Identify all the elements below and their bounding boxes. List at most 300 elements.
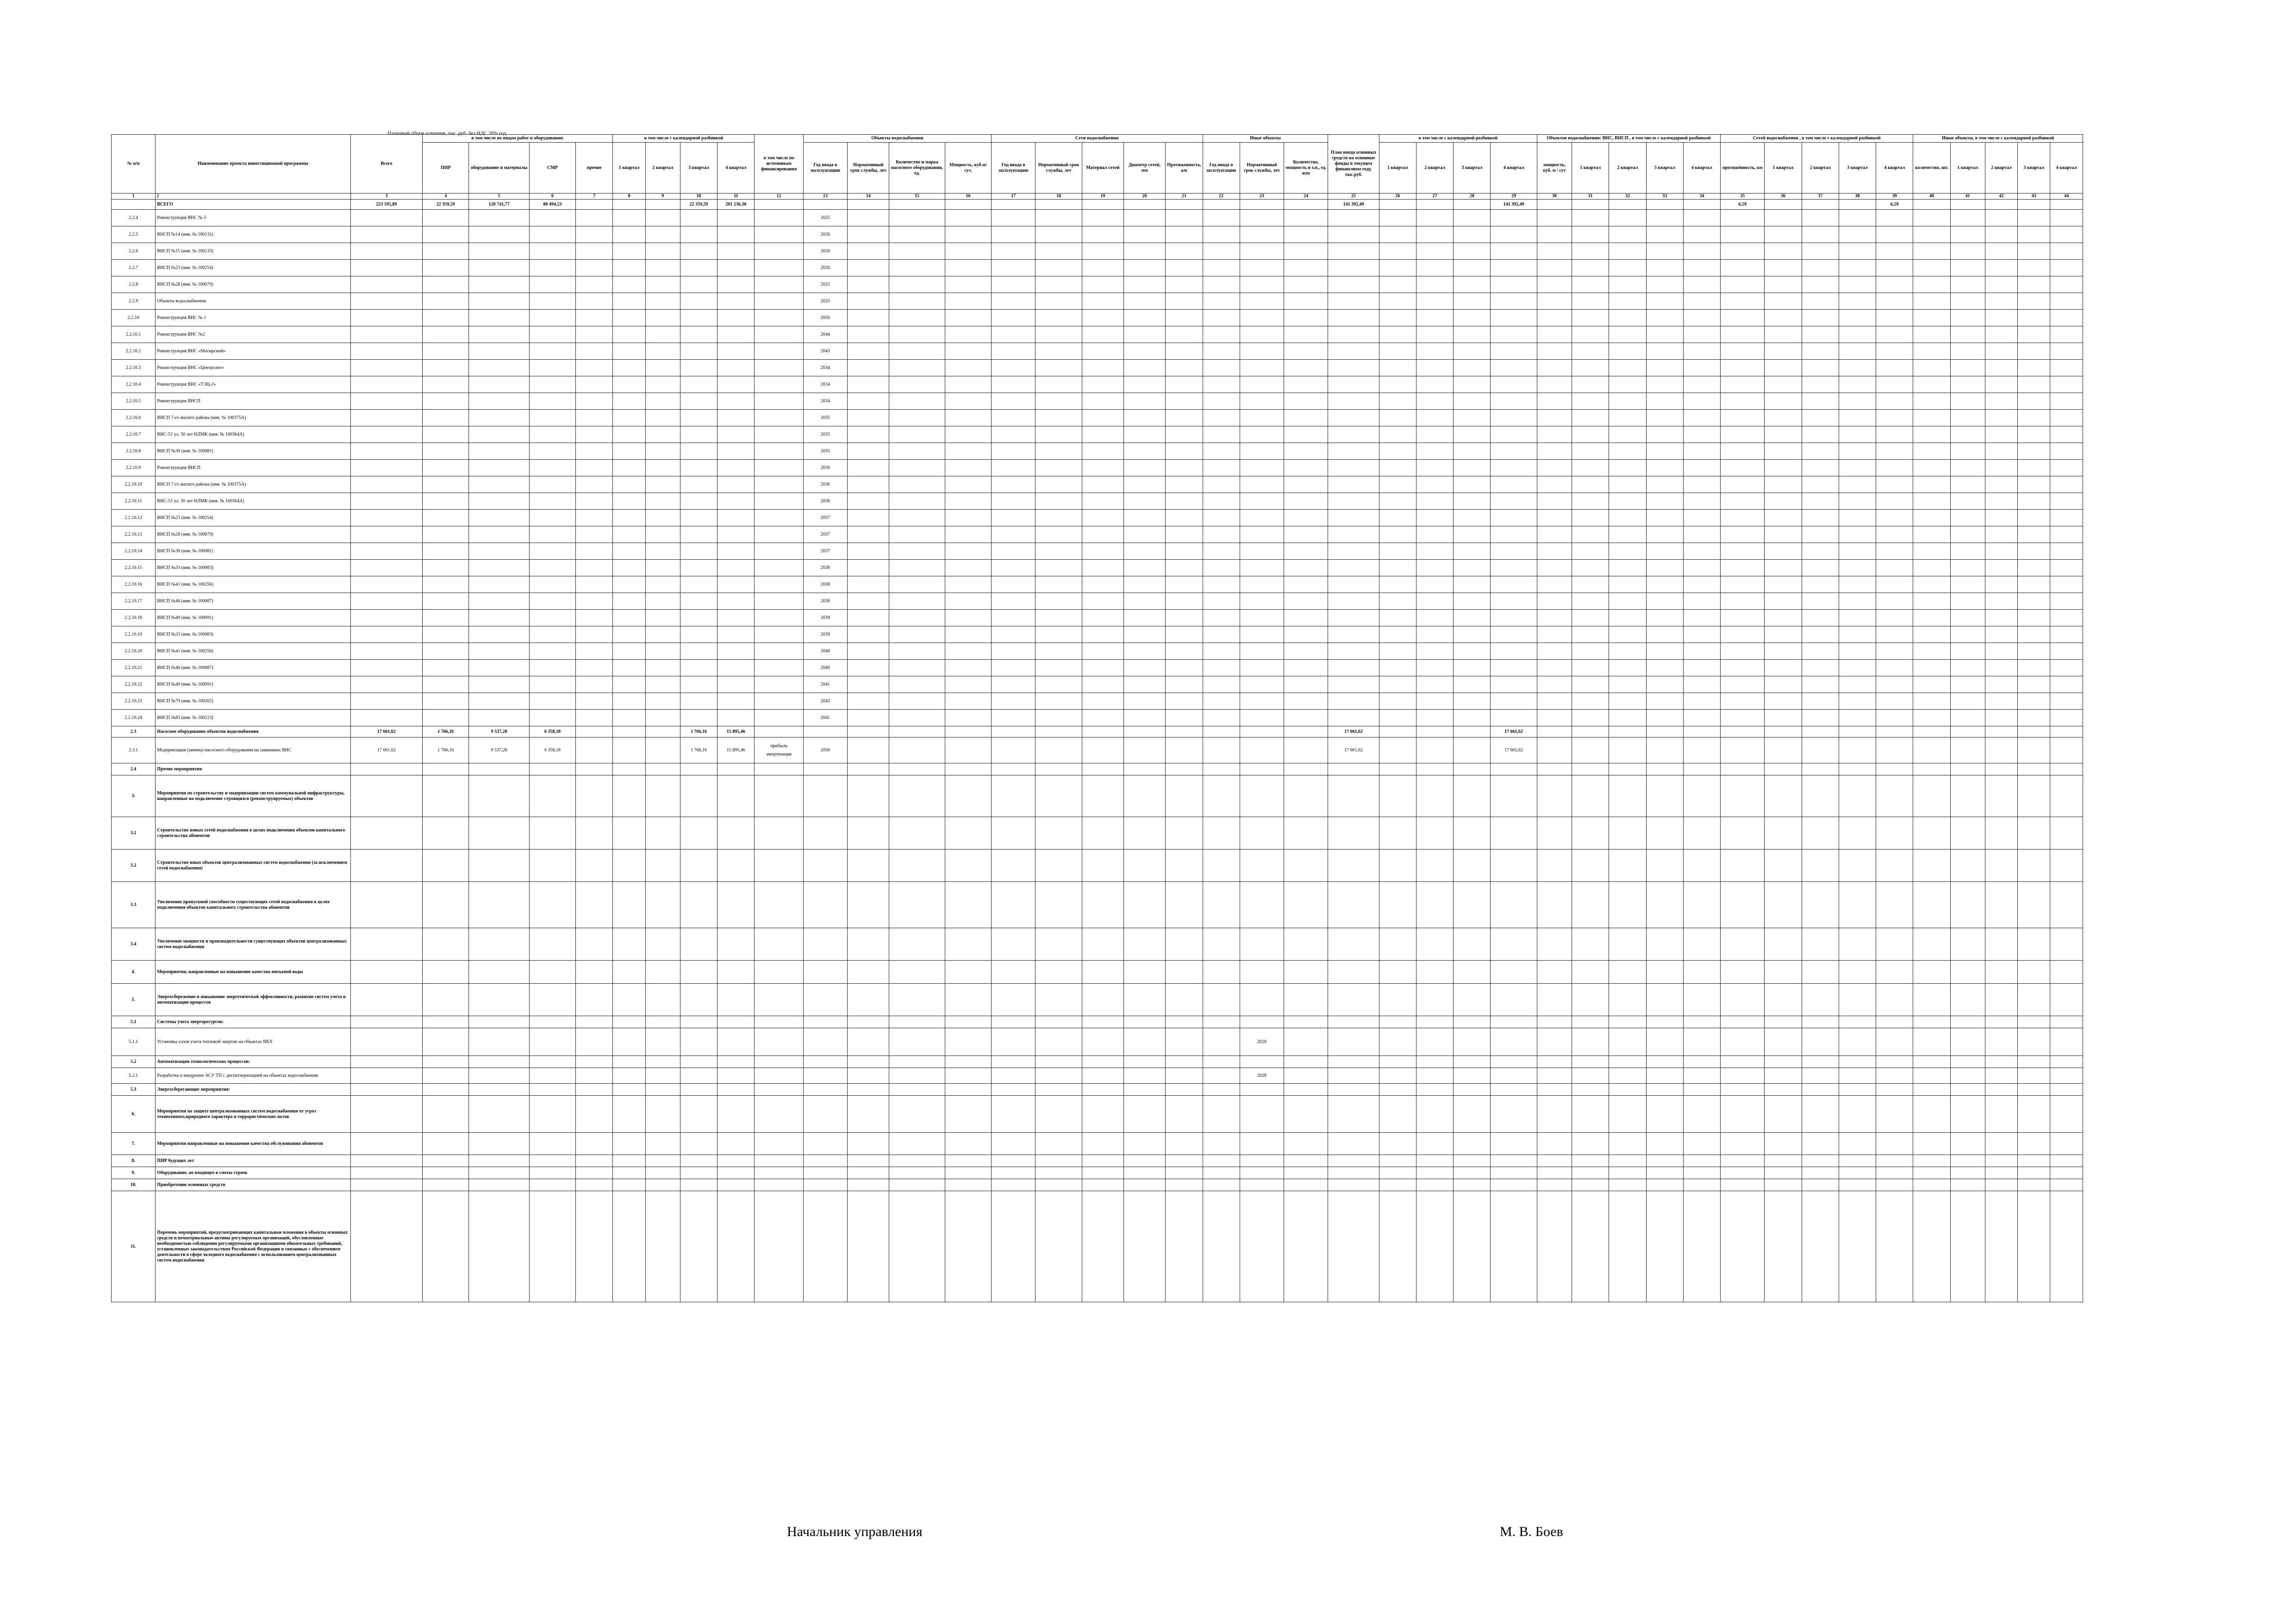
cell [1082, 510, 1123, 526]
cell [1572, 984, 1609, 1016]
table-row [112, 243, 2083, 260]
cell [1123, 882, 1165, 928]
cell [2018, 1191, 2050, 1302]
cell: 5. [112, 984, 156, 1016]
cell [1166, 210, 1203, 226]
cell [755, 526, 803, 543]
cell [1123, 200, 1165, 210]
cell [1123, 763, 1165, 775]
cell [2018, 526, 2050, 543]
cell [529, 1179, 575, 1191]
cell [1765, 626, 1802, 643]
cell [755, 1191, 803, 1302]
cell [613, 1191, 645, 1302]
cell [1166, 460, 1203, 476]
cell [576, 343, 613, 360]
cell [576, 393, 613, 410]
cell [1036, 676, 1082, 693]
cell [423, 1084, 469, 1096]
cell [1876, 1028, 1913, 1056]
cell [1609, 1056, 1646, 1068]
cell [1913, 1167, 1950, 1179]
cell [2018, 476, 2050, 493]
cell [1721, 343, 1765, 360]
cell [680, 1096, 717, 1133]
cell [576, 610, 613, 626]
cell [1721, 226, 1765, 243]
cell [469, 293, 529, 310]
cell: 3 [350, 194, 422, 200]
cell [576, 643, 613, 660]
cell [1166, 226, 1203, 243]
cell [1721, 1191, 1765, 1302]
cell [423, 293, 469, 310]
cell [1240, 984, 1284, 1016]
cell [1537, 693, 1572, 710]
col-wns-group: Объектов водоснабжения: ВНС, ВНСП , в том числе с календарной разбивкой [1537, 135, 1720, 143]
cell [848, 984, 889, 1016]
cell [1683, 560, 1720, 576]
cell [1950, 393, 1985, 410]
cell [1765, 260, 1802, 276]
cell [576, 510, 613, 526]
cell [1609, 200, 1646, 210]
cell [1839, 1155, 1876, 1167]
cell: Разработка и внедрение АСУ ТП с диспетчеризацией на объектах водоснабжения [156, 1068, 350, 1084]
cell [645, 360, 680, 376]
cell [1537, 1028, 1572, 1056]
cell [1721, 526, 1765, 543]
cell [848, 376, 889, 393]
cell [1203, 1179, 1240, 1191]
cell [1950, 737, 1985, 763]
cell [1328, 560, 1379, 576]
cell [2018, 737, 2050, 763]
cell [1491, 643, 1537, 660]
cell [1491, 1133, 1537, 1155]
cell [945, 293, 991, 310]
cell [1683, 200, 1720, 210]
cell [1416, 1096, 1453, 1133]
col-plan-funds: План ввода основных средств на основные фонды в текущем финансовом году, тыс.руб. [1328, 135, 1379, 194]
cell [423, 817, 469, 849]
cell [1721, 775, 1765, 817]
cell [1379, 260, 1416, 276]
cell: 41 [1950, 194, 1985, 200]
cell: Модернизация (замена) насосного оборудования на скважинах ВНС [156, 737, 350, 763]
cell: ВНСП №30 (инв. № 100081) [156, 543, 350, 560]
cell [1683, 576, 1720, 593]
cell [1646, 460, 1683, 476]
cell [469, 1084, 529, 1096]
cell [1913, 226, 1950, 243]
cell [423, 610, 469, 626]
cell [1721, 763, 1765, 775]
cell [1950, 1068, 1985, 1084]
cell [1284, 1191, 1328, 1302]
cell [1123, 660, 1165, 676]
cell [1123, 849, 1165, 882]
cell [350, 1028, 422, 1056]
cell [1950, 882, 1985, 928]
cell [1454, 1084, 1491, 1096]
cell [1036, 393, 1082, 410]
cell [1123, 737, 1165, 763]
cell [529, 984, 575, 1016]
cell [1537, 1068, 1572, 1084]
cell [1082, 1084, 1123, 1096]
cell [2018, 443, 2050, 460]
cell [1036, 410, 1082, 426]
cell [1082, 226, 1123, 243]
cell [1985, 510, 2017, 526]
cell [1240, 710, 1284, 726]
cell [848, 1056, 889, 1068]
cell [613, 1155, 645, 1167]
cell [350, 210, 422, 226]
cell: 7. [112, 1133, 156, 1155]
cell: 2041 [803, 710, 847, 726]
cell [1876, 882, 1913, 928]
cell [1166, 410, 1203, 426]
cell [1572, 1056, 1609, 1068]
cell [1802, 984, 1839, 1016]
cell [1166, 293, 1203, 310]
col-oth-qty: количество, шт. [1913, 143, 1950, 194]
cell [1839, 676, 1876, 693]
table-row [112, 775, 2083, 817]
cell [613, 1016, 645, 1028]
cell [1082, 710, 1123, 726]
cell [848, 526, 889, 543]
cell: 80 494,53 [529, 200, 575, 210]
cell [1036, 726, 1082, 737]
cell [1683, 293, 1720, 310]
cell [1609, 710, 1646, 726]
cell [1454, 626, 1491, 643]
table-row [112, 360, 2083, 376]
cell [1416, 849, 1453, 882]
cell [1491, 1016, 1537, 1028]
cell [469, 510, 529, 526]
cell [1123, 526, 1165, 543]
cell [1950, 1084, 1985, 1096]
cell [350, 493, 422, 510]
signature-position: Начальник управления [787, 1524, 923, 1539]
cell [1913, 210, 1950, 226]
cell [1609, 576, 1646, 593]
cell [613, 476, 645, 493]
cell [718, 610, 755, 626]
cell: 2037 [803, 510, 847, 526]
col-net-group: Сети водоснабжения [992, 135, 1203, 143]
cell [350, 660, 422, 676]
cell [576, 593, 613, 610]
cell [1646, 1096, 1683, 1133]
cell [469, 360, 529, 376]
cell [680, 1016, 717, 1028]
total-row [112, 200, 2083, 210]
cell [1166, 1167, 1203, 1179]
cell [1802, 210, 1839, 226]
cell: Реконструкция ВНСП [156, 393, 350, 410]
cell [1683, 1167, 1720, 1179]
cell [1950, 961, 1985, 984]
cell [1985, 737, 2017, 763]
cell [1985, 276, 2017, 293]
cell [1454, 226, 1491, 243]
cell [645, 1179, 680, 1191]
cell [1950, 763, 1985, 775]
cell [1839, 610, 1876, 626]
cell [529, 693, 575, 710]
cell [680, 260, 717, 276]
cell: 2.2.10.2 [112, 343, 156, 360]
cell [1985, 726, 2017, 737]
cell [1036, 243, 1082, 260]
cell [576, 376, 613, 393]
cell [1379, 326, 1416, 343]
cell [1839, 1167, 1876, 1179]
cell [1491, 882, 1537, 928]
cell [2050, 1056, 2083, 1068]
cell [1123, 610, 1165, 626]
cell [1123, 928, 1165, 961]
cell [1284, 576, 1328, 593]
cell [1379, 210, 1416, 226]
cell [1491, 775, 1537, 817]
cell [1166, 426, 1203, 443]
cell [1572, 693, 1609, 710]
cell: 22 [1203, 194, 1240, 200]
cell [945, 1155, 991, 1167]
cell [1876, 726, 1913, 737]
cell [645, 726, 680, 737]
cell [1537, 984, 1572, 1016]
cell [1646, 200, 1683, 210]
cell [1683, 493, 1720, 510]
cell [1537, 260, 1572, 276]
cell [1721, 476, 1765, 493]
col-pir: ПИР [423, 143, 469, 194]
cell [992, 726, 1036, 737]
cell [718, 882, 755, 928]
cell: Реконструкция ВНС № 1 [156, 310, 350, 326]
cell: 5 [469, 194, 529, 200]
cell [1609, 326, 1646, 343]
cell [1609, 961, 1646, 984]
cell: 2.2.10.8 [112, 443, 156, 460]
cell [576, 1167, 613, 1179]
cell [889, 276, 945, 293]
cell [1082, 643, 1123, 660]
cell [1036, 476, 1082, 493]
cell [1491, 817, 1537, 849]
cell [1913, 1068, 1950, 1084]
cell [576, 326, 613, 343]
cell [1985, 882, 2017, 928]
cell: 17 661,62 [1328, 737, 1379, 763]
cell [1123, 1084, 1165, 1096]
cell [848, 1167, 889, 1179]
cell [1284, 276, 1328, 293]
cell: 2.2.10.17 [112, 593, 156, 610]
cell [469, 643, 529, 660]
cell [1721, 243, 1765, 260]
cell [992, 276, 1036, 293]
cell [1123, 1179, 1165, 1191]
cell [1454, 210, 1491, 226]
cell [992, 560, 1036, 576]
cell [1985, 526, 2017, 543]
cell [1572, 326, 1609, 343]
cell [992, 460, 1036, 476]
cell [848, 293, 889, 310]
cell [529, 493, 575, 510]
cell [1876, 410, 1913, 426]
cell [1609, 476, 1646, 493]
cell [1240, 1179, 1284, 1191]
cell [718, 1084, 755, 1096]
cell: 2.2.10.3 [112, 360, 156, 376]
cell [1036, 576, 1082, 593]
cell [889, 376, 945, 393]
cell [423, 710, 469, 726]
cell [1839, 737, 1876, 763]
cell [1646, 293, 1683, 310]
cell [1203, 226, 1240, 243]
cell [1454, 393, 1491, 410]
cell [1913, 576, 1950, 593]
cell [1123, 493, 1165, 510]
cell [529, 643, 575, 660]
cell [803, 1155, 847, 1167]
cell [1572, 343, 1609, 360]
cell: 141 392,49 [1491, 200, 1537, 210]
cell [1166, 260, 1203, 276]
cell [889, 775, 945, 817]
col-by-quarter: в том числе с календарной разбивкой [613, 135, 755, 143]
cell [1203, 493, 1240, 510]
cell [350, 928, 422, 961]
cell [1203, 882, 1240, 928]
cell: 2.2.10.21 [112, 660, 156, 676]
cell: 3.4 [112, 928, 156, 961]
cell [1765, 493, 1802, 510]
cell [1203, 343, 1240, 360]
cell [576, 543, 613, 560]
cell [889, 426, 945, 443]
cell [2018, 984, 2050, 1016]
cell [2018, 928, 2050, 961]
cell [848, 260, 889, 276]
cell [945, 817, 991, 849]
cell [1913, 593, 1950, 610]
cell [1416, 693, 1453, 710]
cell [576, 493, 613, 510]
cell [803, 775, 847, 817]
cell [2018, 693, 2050, 710]
cell [992, 775, 1036, 817]
cell [1284, 326, 1328, 343]
cell [1721, 626, 1765, 643]
table-row [112, 1167, 2083, 1179]
table-row [112, 460, 2083, 476]
signature-name: М. В. Боев [1500, 1524, 1563, 1539]
cell [1572, 1155, 1609, 1167]
cell [848, 210, 889, 226]
cell [1721, 360, 1765, 376]
cell [423, 928, 469, 961]
cell [1765, 643, 1802, 660]
cell [1609, 510, 1646, 526]
cell [1609, 1191, 1646, 1302]
cell [1950, 693, 1985, 710]
cell [1454, 928, 1491, 961]
cell [529, 560, 575, 576]
cell [755, 1096, 803, 1133]
cell [1284, 817, 1328, 849]
cell [645, 693, 680, 710]
cell [1721, 510, 1765, 526]
cell [1646, 310, 1683, 326]
cell [576, 476, 613, 493]
cell [469, 626, 529, 643]
cell [1802, 660, 1839, 676]
cell [1572, 443, 1609, 460]
col-name: Наименование проекта инвестиционной программы [156, 135, 350, 194]
cell [1036, 560, 1082, 576]
cell [1284, 560, 1328, 576]
cell [423, 510, 469, 526]
cell [1379, 526, 1416, 543]
cell [1036, 593, 1082, 610]
cell [1328, 493, 1379, 510]
cell [1123, 817, 1165, 849]
cell [1036, 1028, 1082, 1056]
cell [680, 693, 717, 710]
cell [1284, 1084, 1328, 1096]
cell: 2038 [803, 560, 847, 576]
cell [1123, 343, 1165, 360]
cell [1765, 1084, 1802, 1096]
cell [1379, 726, 1416, 737]
cell [1082, 326, 1123, 343]
cell [576, 1068, 613, 1084]
cell [1913, 410, 1950, 426]
cell [848, 560, 889, 576]
cell: ВНСП №33 (инв. № 100083) [156, 626, 350, 643]
cell [1765, 1191, 1802, 1302]
cell: 23 [1240, 194, 1284, 200]
cell [1646, 593, 1683, 610]
cell [1166, 849, 1203, 882]
cell [945, 593, 991, 610]
cell [945, 510, 991, 526]
cell [1166, 1056, 1203, 1068]
cell [1913, 1084, 1950, 1096]
cell [1284, 1068, 1328, 1084]
cell: 2034 [803, 376, 847, 393]
cell [1765, 1016, 1802, 1028]
cell [1166, 1016, 1203, 1028]
cell [1240, 1016, 1284, 1028]
cell [529, 775, 575, 817]
cell [1240, 1056, 1284, 1068]
cell [2050, 693, 2083, 710]
cell [945, 1179, 991, 1191]
cell: 2.2.9 [112, 293, 156, 310]
